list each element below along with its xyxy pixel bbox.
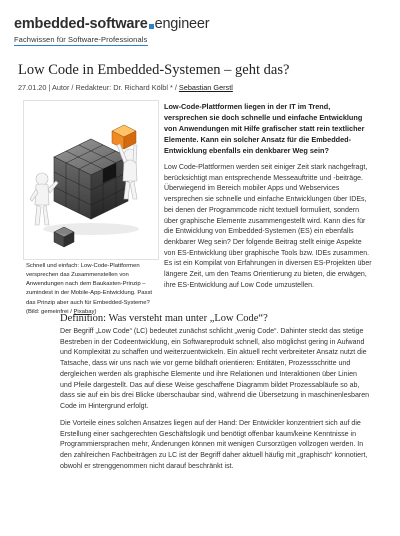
advantages-paragraph: Die Vorteile eines solchen Ansatzes liegen auf der Hand: Der Entwickler konzentriert sich auf die Erstellung einer sachgerechten Geschäftslogik und benötigt offenbar kaum/keine Kenntnisse in Programmiersprachen mehr, Änderungen können mit wenigen Cursorzügen vollzogen werden. In den zahlreichen Fachbeiträgen zu LC ist der Begriff daher aktuell häufig mit „graphisch“ konnotiert, obwohl er strenggenommen nicht darauf beschränkt ist. [60,420,368,470]
caption-source-link[interactable]: Pixabay [73,308,95,315]
cube-puzzle-illustration [24,101,158,259]
caption-text: Schnell und einfach: Low-Code-Plattformen versprechen das Zusammenstellen von Anwendungen nach dem Baukasten-Prinzip – zumindest in der Mobile-App-Entwicklung. Passt das Prinzip aber auch für Embedded-Systeme? (Bild: gemeinfrei / [26,263,153,315]
logo-text-right: engineer [154,16,210,32]
meta-date-author: 27.01.20 | Autor / Redakteur: Dr. Richard Kölbl * / [18,83,179,92]
site-tagline: Fachwissen für Software-Professionals [14,35,148,44]
article-image[interactable] [23,100,159,260]
caption-end: ) [94,308,97,315]
image-caption [26,262,154,317]
logo-dot [149,24,154,29]
article-title: Low Code in Embedded-Systemen – geht das? [18,62,290,78]
site-logo[interactable] [14,16,209,32]
section-heading: Definition: Was versteht man unter „Low Code“? [60,313,268,324]
article-intro-paragraph: Low Code-Plattformen werden seit einiger Zeit stark nachgefragt, berücksichtigt man entsprechende Messeauftritte und -beiträge. Überwiegend im Bereich mobiler Apps und Webservices versprechen sie schnelle und einfache Entwicklungen über IDEs, bei denen der Programmcode nicht textuell formuliert, sondern über graphische Elemente zusammengestellt wird. Kann dies für die Entwicklung von Embedded-Systemen (ES) ein ebenfalls denkbarer Weg sein? Der folgende Beitrag stellt einige Aspekte von ES-Entwicklung über graphische Tools bzw. IDEs zusammen. Es ist ein Kompilat von Erfahrungen in diversen ES-Projekten über längere Zeit, um den Teams Orientierung zu bieten, die erwägen, ihre ES-Entwicklung auf Low Code umzustellen. [164,164,372,289]
logo-underline [14,45,148,46]
article-lead: Low-Code-Plattformen liegen in der IT im Trend, versprechen sie doch schnelle und einfache Entwicklung von Anwendungen mit Hilfe grafischer statt rein textlicher Elemente. Kann ein solcher Ansatz für die Embedded-Entwicklung ebenfalls ein denkbarer Weg sein? [164,102,365,156]
editor-link[interactable]: Sebastian Gerstl [178,83,233,92]
article-meta [18,83,233,92]
definition-paragraph: Der Begriff „Low Code“ (LC) bedeutet zunächst schlicht „wenig Code“. Dahinter steckt das stetige Bestreben in der Codeentwicklung, ein Softwareprodukt schnell, also möglichst gering in Aufwand und Komplexität zu schaffen und weiterzuentwickeln. Ein aktuell recht verbreiteter Ansatz nutzt die Tatsache, dass wir uns nach wie vor gerne bildhaft orientieren: Entitäten, Prozessschritte und dergleichen werden als graphische Elemente und ihre Relationen und Interaktionen über Linien und Pfeile dargestellt. Das auf diese Weise geschaffene Diagramm bildet Prozessabläufe so ab, dass sie auf ein bis drei Blicke überschaubar sind, während die Übersetzung in maschinenlesbaren Code im Hintergrund erfolgt. [60,328,370,410]
logo-text-left: embedded-software [14,16,148,32]
